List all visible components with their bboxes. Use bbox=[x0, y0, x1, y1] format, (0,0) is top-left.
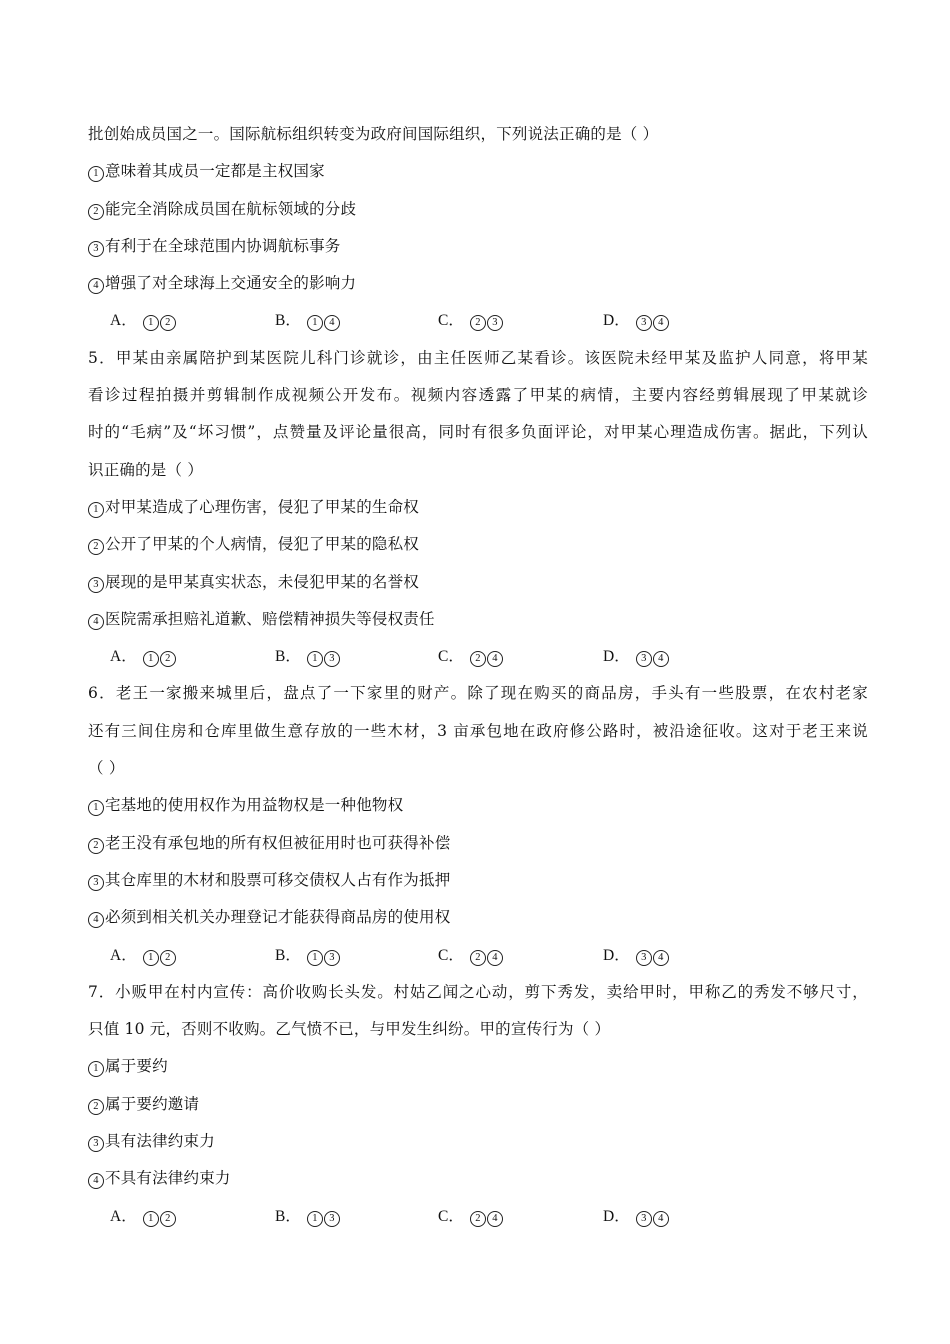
statement-4: 4 不具有法律约束力 bbox=[88, 1166, 868, 1203]
question-stem: 批创始成员国之一。国际航标组织转变为政府间国际组织，下列说法正确的是（ ） bbox=[88, 125, 659, 143]
statement-2: 2 公开了甲某的个人病情，侵犯了甲某的隐私权 bbox=[88, 532, 868, 569]
circled-number: 2 bbox=[88, 204, 104, 220]
option-c[interactable]: C． 2 4 bbox=[438, 644, 603, 681]
circled-number: 2 bbox=[88, 1099, 104, 1115]
question-7 bbox=[88, 980, 868, 1241]
option-c[interactable]: C． 2 3 bbox=[438, 308, 603, 345]
statement-3: 3 有利于在全球范围内协调航标事务 bbox=[88, 234, 868, 271]
circled-number: 3 bbox=[88, 241, 104, 257]
option-d[interactable]: D． 3 4 bbox=[603, 943, 723, 980]
exam-page bbox=[88, 122, 868, 1241]
statement-1: 1 意味着其成员一定都是主权国家 bbox=[88, 159, 868, 196]
question-stem-line: （ ） bbox=[88, 759, 125, 778]
statement-4: 4 医院需承担赔礼道歉、赔偿精神损失等侵权责任 bbox=[88, 607, 868, 644]
question-stem-line: 看诊过程拍摄并剪辑制作成视频公开发布。视频内容透露了甲某的病情，主要内容经剪辑展现了甲某就诊 bbox=[88, 386, 868, 405]
answer-options bbox=[88, 1204, 868, 1241]
statement-3: 3 展现的是甲某真实状态，未侵犯甲某的名誉权 bbox=[88, 570, 868, 607]
circled-number: 3 bbox=[88, 875, 104, 891]
circled-number: 1 bbox=[88, 800, 104, 816]
statement-4: 4 必须到相关机关办理登记才能获得商品房的使用权 bbox=[88, 905, 868, 942]
circled-number: 3 bbox=[88, 1136, 104, 1152]
statement-3: 3 具有法律约束力 bbox=[88, 1129, 868, 1166]
circled-number: 2 bbox=[88, 838, 104, 854]
statement-2: 2 能完全消除成员国在航标领域的分歧 bbox=[88, 197, 868, 234]
question-5 bbox=[88, 346, 868, 682]
option-d[interactable]: D． 3 4 bbox=[603, 644, 723, 681]
question-stem-line: 6．老王一家搬来城里后，盘点了一下家里的财产。除了现在购买的商品房，手头有一些股票，在农村老家 bbox=[88, 684, 868, 703]
statement-3: 3 其仓库里的木材和股票可移交债权人占有作为抵押 bbox=[88, 868, 868, 905]
option-d[interactable]: D． 3 4 bbox=[603, 308, 723, 345]
option-c[interactable]: C． 2 4 bbox=[438, 1204, 603, 1241]
option-b[interactable]: B． 1 3 bbox=[275, 943, 438, 980]
circled-number: 4 bbox=[88, 912, 104, 928]
question-6 bbox=[88, 681, 868, 979]
circled-number: 1 bbox=[88, 166, 104, 182]
answer-options bbox=[88, 943, 868, 980]
option-a[interactable]: A． 1 2 bbox=[110, 308, 275, 345]
question-stem-line: 5．甲某由亲属陪护到某医院儿科门诊就诊，由主任医师乙某看诊。该医院未经甲某及监护人同意，将甲某 bbox=[88, 348, 868, 367]
circled-number: 4 bbox=[88, 278, 104, 294]
circled-number: 3 bbox=[88, 577, 104, 593]
statement-4: 4 增强了对全球海上交通安全的影响力 bbox=[88, 271, 868, 308]
option-b[interactable]: B． 1 3 bbox=[275, 1204, 438, 1241]
statement-2: 2 属于要约邀请 bbox=[88, 1092, 868, 1129]
question-4 bbox=[88, 122, 868, 346]
circled-number: 2 bbox=[88, 539, 104, 555]
statement-1: 1 对甲某造成了心理伤害，侵犯了甲某的生命权 bbox=[88, 495, 868, 532]
statement-1: 1 属于要约 bbox=[88, 1054, 868, 1091]
question-stem-line: 时的“毛病”及“坏习惯”，点赞量及评论量很高，同时有很多负面评论，对甲某心理造成伤害。据此，下列认 bbox=[88, 423, 868, 442]
statement-2: 2 老王没有承包地的所有权但被征用时也可获得补偿 bbox=[88, 831, 868, 868]
question-stem-line: 识正确的是（ ） bbox=[88, 460, 204, 479]
answer-options bbox=[88, 644, 868, 681]
option-d[interactable]: D． 3 4 bbox=[603, 1204, 723, 1241]
circled-number: 4 bbox=[88, 614, 104, 630]
option-b[interactable]: B． 1 4 bbox=[275, 308, 438, 345]
question-stem-line: 只值 10 元，否则不收购。乙气愤不已，与甲发生纠纷。甲的宣传行为（ ） bbox=[88, 1020, 611, 1039]
question-stem-line: 7．小贩甲在村内宣传：高价收购长头发。村姑乙闻之心动，剪下秀发，卖给甲时，甲称乙的秀发不够尺寸， bbox=[88, 982, 868, 1001]
answer-options bbox=[88, 308, 868, 345]
circled-number: 4 bbox=[88, 1173, 104, 1189]
option-b[interactable]: B． 1 3 bbox=[275, 644, 438, 681]
question-stem-line: 还有三间住房和仓库里做生意存放的一些木材，3 亩承包地在政府修公路时，被沿途征收。这对于老王来说 bbox=[88, 721, 868, 740]
circled-number: 1 bbox=[88, 1061, 104, 1077]
option-a[interactable]: A． 1 2 bbox=[110, 943, 275, 980]
option-c[interactable]: C． 2 4 bbox=[438, 943, 603, 980]
statement-1: 1 宅基地的使用权作为用益物权是一种他物权 bbox=[88, 793, 868, 830]
option-a[interactable]: A． 1 2 bbox=[110, 644, 275, 681]
circled-number: 1 bbox=[88, 502, 104, 518]
option-a[interactable]: A． 1 2 bbox=[110, 1204, 275, 1241]
